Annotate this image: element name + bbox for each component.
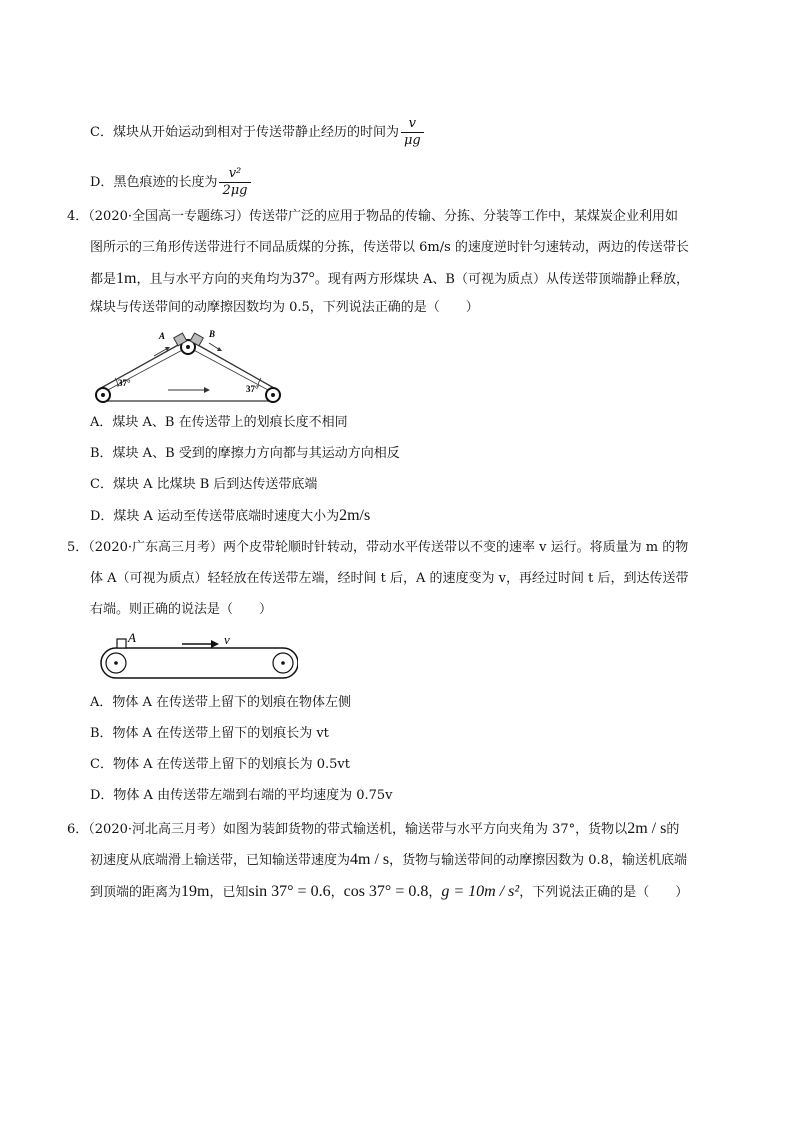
belt-loop [101,648,298,678]
q5-line-2: 体 A（可视为质点）轻轻放在传送带左端，经时间 t 后，A 的速度变为 v，再经过时间 t 后，到达传送带 [90,571,689,586]
block-a [117,639,126,648]
q4-line-3: 都是1m，且与水平方向的夹角均为37°。现有两方形煤块 A、B（可视为质点）从传送带顶端静止释放， [90,270,689,287]
fraction-v-over-mug: $\frac{v}{\mu g}$ [401,116,424,149]
q5-line-3: 右端。则正确的说法是（ ） [90,602,273,617]
angle-right-label: 37° [246,384,259,394]
angle-left-label: 37° [118,378,131,388]
q4-triangle-conveyor-figure [88,326,288,406]
q5-option-a: A．物体 A 在传送带上留下的划痕在物体左侧 [90,695,352,710]
option-c-prev: C．煤块从开始运动到相对于传送带静止经历的时间为 $\frac{v}{\mu g}$ [90,116,424,149]
q4-line-4: 煤块与传送带间的动摩擦因数均为 0.5，下列说法正确的是（ ） [90,300,479,315]
q5-option-d: D．物体 A 由传送带左端到右端的平均速度为 0.75v [90,788,393,803]
q4-option-c: C．煤块 A 比煤块 B 后到达传送带底端 [90,477,318,492]
fraction-v2-over-2mug: $\frac{\text{v²}}{2\mu g}$ [219,166,250,199]
label-a: A [128,630,136,645]
q5-option-c: C．物体 A 在传送带上留下的划痕长为 0.5vt [90,757,350,772]
right-belt-upper [189,340,274,388]
label-a: A [159,331,166,341]
left-belt-upper [101,340,187,388]
q5-option-b: B．物体 A 在传送带上留下的划痕长为 vt [90,726,329,741]
q4-option-a: A．煤块 A、B 在传送带上的划痕长度不相同 [90,415,348,430]
q4-line-2: 图所示的三角形传送带进行不同品质煤的分拣，传送带以 6m/s 的速度逆时针匀速转动，两边的传送带长 [90,240,689,255]
option-d-prev: D．黑色痕迹的长度为 $\frac{\text{v²}}{2\mu g}$ [90,166,251,199]
label-v: v [224,632,230,647]
left-roller-icon [106,653,126,673]
q4-option-d: D．煤块 A 运动至传送带底端时速度大小为2m/s [90,507,371,524]
q6-line-2: 初速度从底端滑上输送带，已知输送带速度为4m / s，货物与输送带间的动摩擦因数为 0.8，输送机底端 [90,851,687,868]
q4-line-1: 4．（2020·全国高一专题练习）传送带广泛的应用于物品的传输、分拣、分装等工作中，某煤炭企业利用如 [67,209,678,224]
q6-line-1: 6．（2020·河北高三月考）如图为装卸货物的带式输送机，输送带与水平方向夹角为 37°，货物以2m / s的 [67,820,680,837]
right-pulley-icon [266,388,280,402]
label-b: B [209,329,216,339]
left-pulley-icon [96,388,110,402]
right-roller-icon [273,653,293,673]
q6-line-3: 到顶端的距离为19m，已知sin 37° = 0.6，cos 37° = 0.8，g = 10m / s²，下列说法正确的是（ ） [90,883,689,900]
q4-option-b: B．煤块 A、B 受到的摩擦力方向都与其运动方向相反 [90,446,400,461]
q5-line-1: 5．（2020·广东高三月考）两个皮带轮顺时针转动，带动水平传送带以不变的速率 v 运行。将质量为 m 的物 [67,540,689,555]
q5-horizontal-conveyor-figure [100,630,298,684]
